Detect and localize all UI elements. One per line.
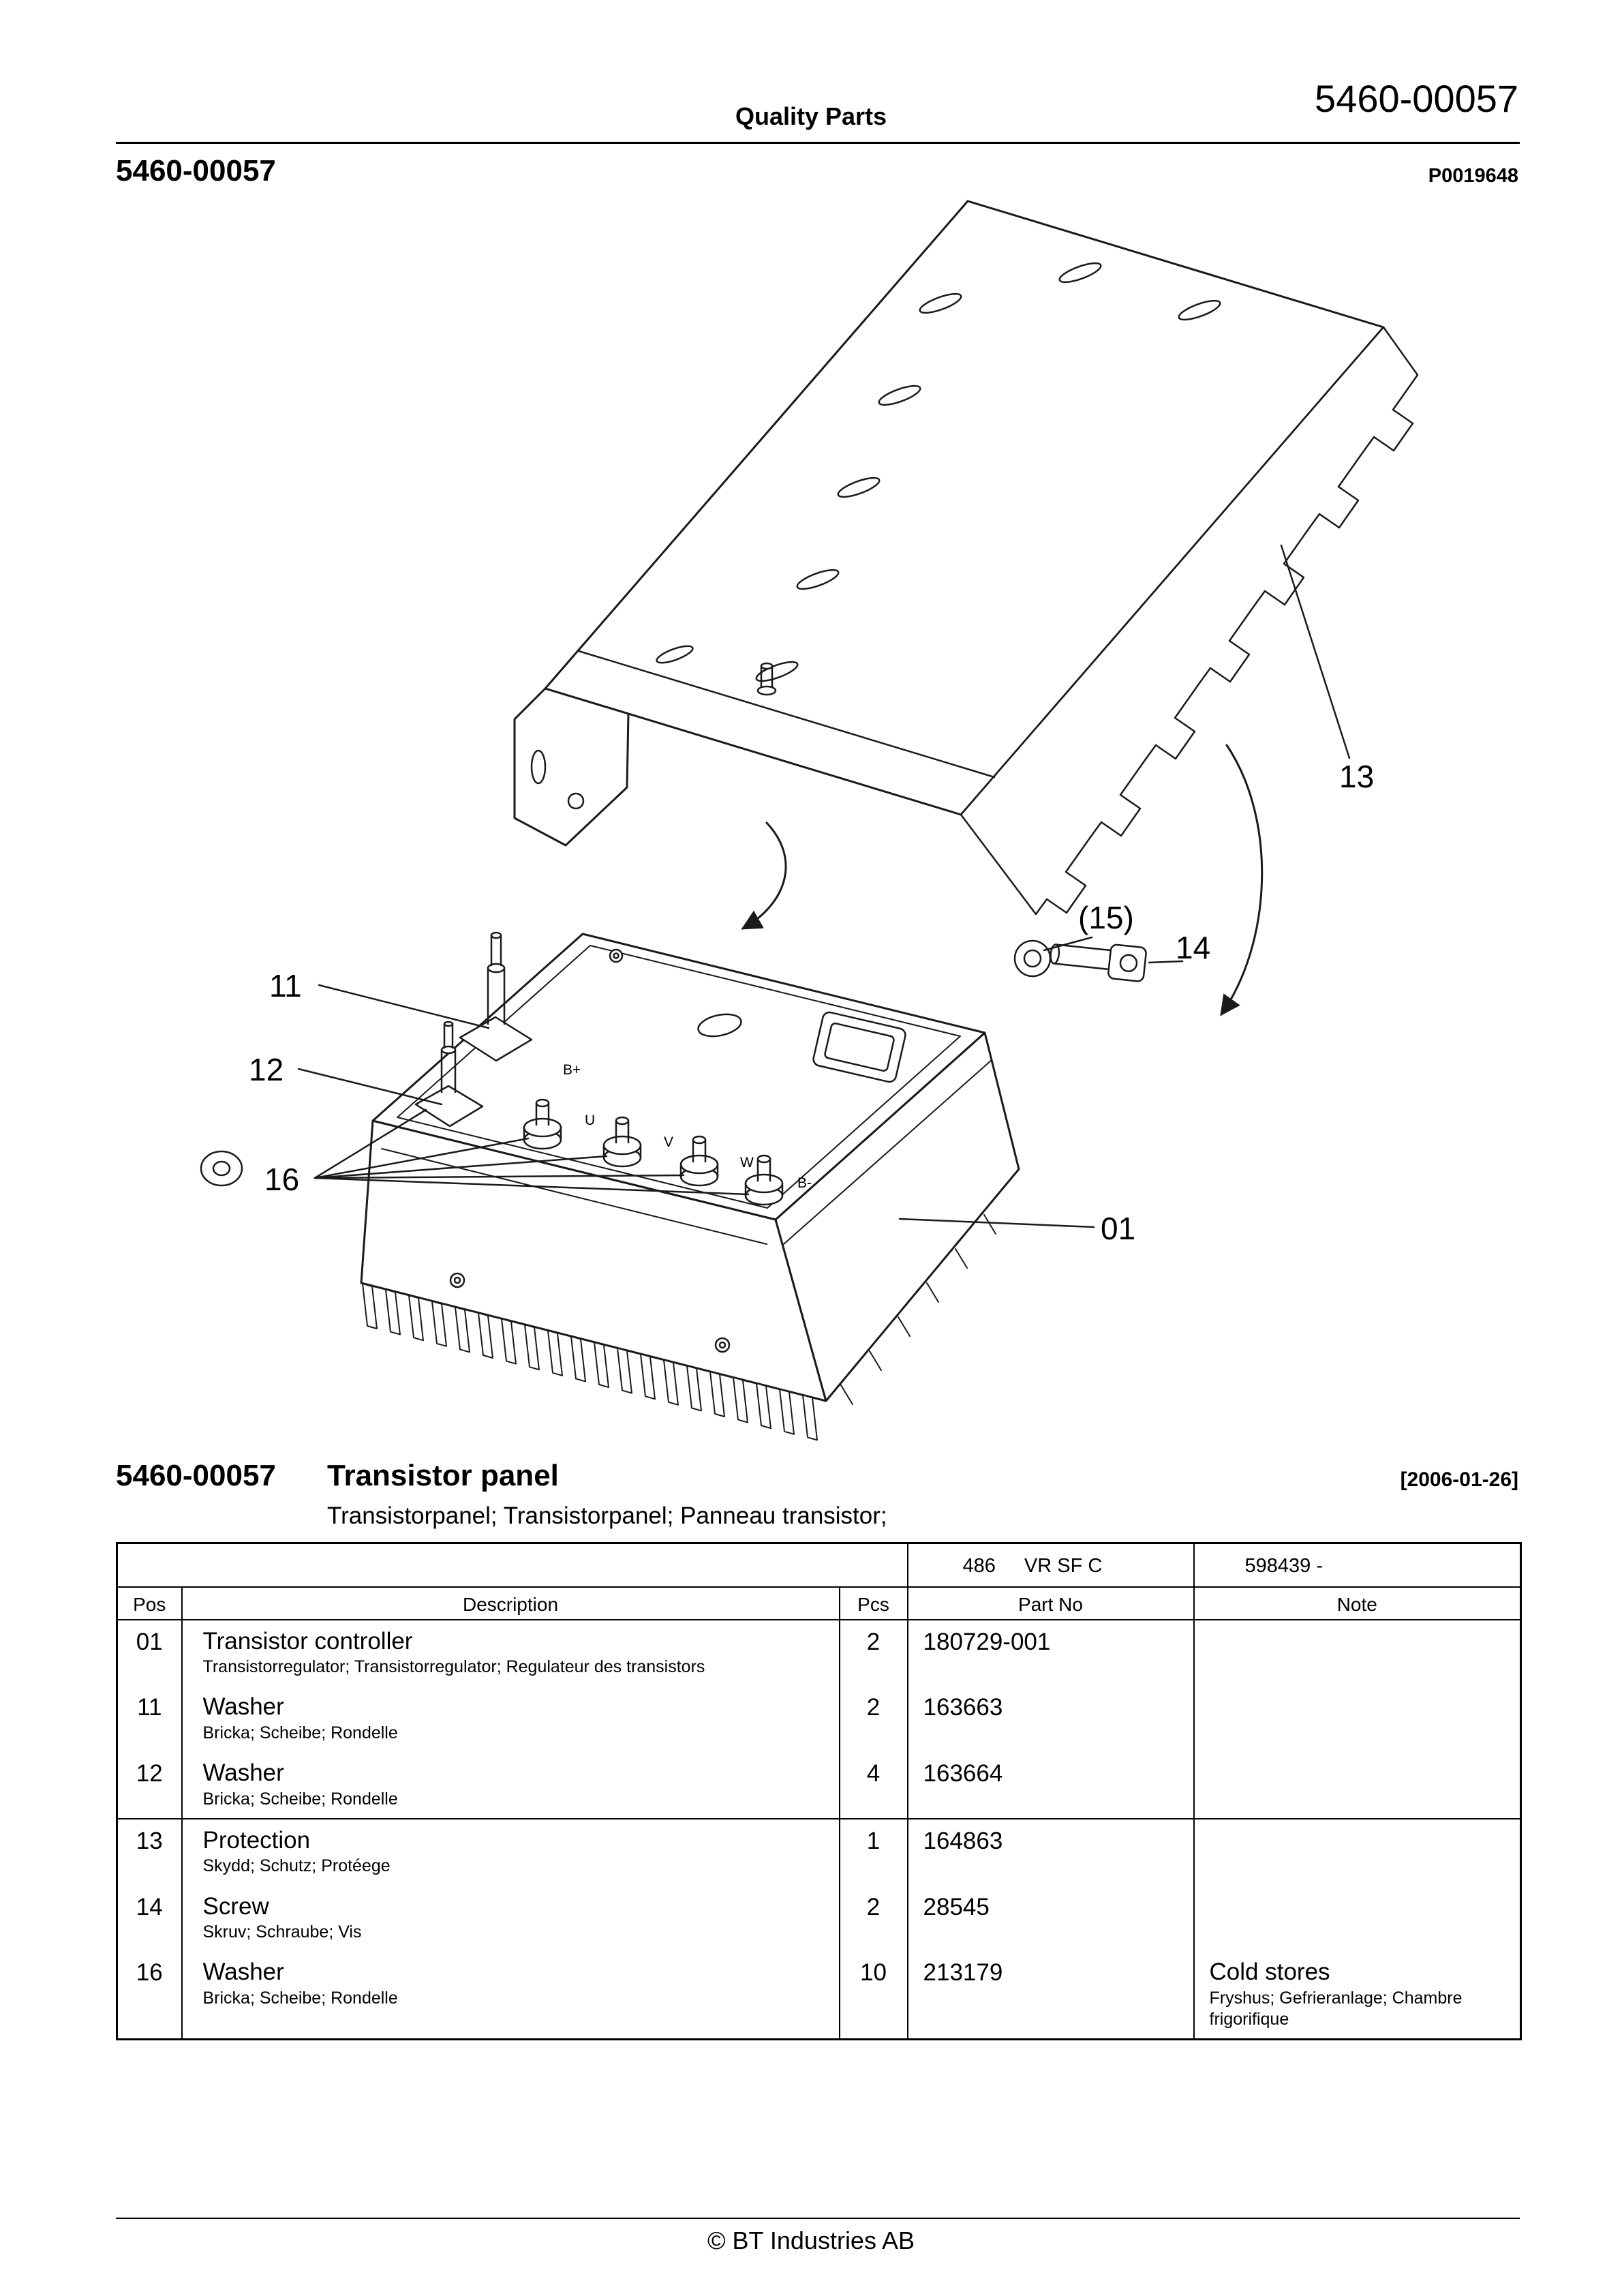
page-header-title: Quality Parts bbox=[735, 102, 887, 130]
description-sub: Skruv; Schraube; Vis bbox=[202, 1922, 362, 1942]
table-row bbox=[117, 1819, 1521, 1886]
row-pos: 16 bbox=[117, 1951, 182, 2040]
table-row bbox=[117, 1752, 1521, 1819]
callout-16: 16 bbox=[264, 1162, 300, 1197]
terminal-label-v: V bbox=[664, 1134, 674, 1150]
col-header-pcs: Pcs bbox=[840, 1587, 908, 1620]
table-row bbox=[117, 1686, 1521, 1752]
table-row bbox=[117, 1886, 1521, 1952]
col-header-pos: Pos bbox=[117, 1587, 182, 1620]
row-pos: 01 bbox=[117, 1620, 182, 1687]
row-description bbox=[182, 1951, 840, 2040]
callout-01: 01 bbox=[1101, 1211, 1136, 1246]
row-description bbox=[182, 1686, 840, 1752]
description-sub: Bricka; Scheibe; Rondelle bbox=[202, 1723, 398, 1742]
note-sub bbox=[1210, 1894, 1510, 1896]
terminal-label-u: U bbox=[585, 1113, 596, 1128]
note-sub bbox=[1210, 1629, 1510, 1631]
row-note bbox=[1194, 1620, 1521, 1687]
description-sub: Bricka; Scheibe; Rondelle bbox=[202, 1789, 398, 1809]
row-note bbox=[1194, 1951, 1521, 2040]
row-note bbox=[1194, 1752, 1521, 1819]
row-pos: 13 bbox=[117, 1819, 182, 1886]
description-main: Washer bbox=[202, 1759, 284, 1786]
row-part-no: 163664 bbox=[908, 1752, 1194, 1819]
description-main: Transistor controller bbox=[202, 1627, 413, 1655]
note-sub bbox=[1210, 1760, 1510, 1762]
row-part-no: 180729-001 bbox=[908, 1620, 1194, 1687]
col-header-note: Note bbox=[1194, 1587, 1521, 1620]
terminal-label-b-plus: B+ bbox=[563, 1062, 581, 1078]
row-part-no: 28545 bbox=[908, 1886, 1194, 1952]
row-pcs: 10 bbox=[840, 1951, 908, 2040]
row-description bbox=[182, 1620, 840, 1687]
terminal-label-b-minus: B- bbox=[797, 1175, 812, 1191]
doc-number-top-right: 5460-00057 bbox=[1315, 77, 1518, 120]
technical-drawing bbox=[157, 164, 1452, 1459]
row-pos: 12 bbox=[117, 1752, 182, 1819]
parts-table bbox=[116, 1542, 1520, 2040]
note-main: Cold stores bbox=[1209, 1959, 1330, 1986]
callout-12: 12 bbox=[249, 1052, 284, 1087]
col-header-part-no: Part No bbox=[908, 1587, 1194, 1620]
meta-empty-cell bbox=[117, 1543, 908, 1587]
description-sub: Transistorregulator; Transistorregulator; Regulateur des transistors bbox=[202, 1657, 705, 1676]
row-description bbox=[182, 1752, 840, 1819]
note-sub bbox=[1210, 1828, 1510, 1830]
assembly-arrow-right bbox=[1221, 745, 1262, 1014]
callout-13: 13 bbox=[1339, 759, 1375, 794]
description-main: Protection bbox=[202, 1826, 311, 1854]
figure-reference: P0019648 bbox=[1428, 165, 1518, 187]
description-main: Washer bbox=[202, 1693, 284, 1721]
washer-16-icon bbox=[201, 1151, 242, 1185]
description-sub: Bricka; Scheibe; Rondelle bbox=[202, 1988, 398, 2008]
description-sub: Skydd; Schutz; Protéege bbox=[202, 1856, 391, 1876]
table-row bbox=[117, 1951, 1521, 2040]
row-part-no: 163663 bbox=[908, 1686, 1194, 1752]
meta-variant-cell bbox=[908, 1543, 1194, 1587]
washer-15-icon bbox=[1015, 941, 1050, 976]
row-note bbox=[1194, 1819, 1521, 1886]
table-row bbox=[117, 1620, 1521, 1687]
note-sub bbox=[1210, 1694, 1510, 1696]
description-main: Screw bbox=[202, 1892, 269, 1920]
assembly-arrow-left bbox=[743, 823, 786, 928]
section-date: [2006-01-26] bbox=[1400, 1468, 1518, 1491]
doc-number-left: 5460-00057 bbox=[116, 154, 276, 187]
row-pcs: 4 bbox=[840, 1752, 908, 1819]
callout-14: 14 bbox=[1176, 930, 1211, 965]
row-pos: 14 bbox=[117, 1886, 182, 1952]
row-pcs: 1 bbox=[840, 1819, 908, 1886]
row-note bbox=[1194, 1886, 1521, 1952]
col-header-description: Description bbox=[182, 1587, 840, 1620]
footer-divider bbox=[116, 2218, 1520, 2219]
meta-variant: VR SF C bbox=[1024, 1555, 1103, 1577]
row-part-no: 213179 bbox=[908, 1951, 1194, 2040]
row-part-no: 164863 bbox=[908, 1819, 1194, 1886]
transistor-controller bbox=[361, 933, 1019, 1440]
row-pcs: 2 bbox=[840, 1886, 908, 1952]
protection-cover bbox=[515, 201, 1418, 914]
row-pos: 11 bbox=[117, 1686, 182, 1752]
screw-and-washer bbox=[1015, 938, 1146, 982]
meta-code: 486 bbox=[962, 1555, 996, 1577]
terminal-label-w: W bbox=[740, 1155, 754, 1170]
description-main: Washer bbox=[202, 1959, 284, 1986]
row-note bbox=[1194, 1686, 1521, 1752]
callout-15: (15) bbox=[1078, 900, 1134, 935]
callout-11: 11 bbox=[269, 968, 302, 1003]
footer-copyright: © BT Industries AB bbox=[707, 2226, 915, 2254]
row-pcs: 2 bbox=[840, 1686, 908, 1752]
header-divider bbox=[116, 142, 1520, 144]
note-sub: Fryshus; Gefrieranlage; Chambre frigorifique bbox=[1209, 1988, 1463, 2029]
leader-13 bbox=[1281, 545, 1349, 758]
section-number: 5460-00057 bbox=[116, 1459, 276, 1492]
leader-11 bbox=[319, 985, 489, 1028]
meta-serial-cell: 598439 - bbox=[1194, 1543, 1521, 1587]
row-description bbox=[182, 1886, 840, 1952]
table-header-row bbox=[117, 1587, 1521, 1620]
table-meta-row bbox=[117, 1543, 1521, 1587]
row-pcs: 2 bbox=[840, 1620, 908, 1687]
section-title: Transistor panel bbox=[327, 1459, 559, 1492]
section-subtitle: Transistorpanel; Transistorpanel; Panneau transistor; bbox=[327, 1502, 887, 1529]
row-description bbox=[182, 1819, 840, 1886]
